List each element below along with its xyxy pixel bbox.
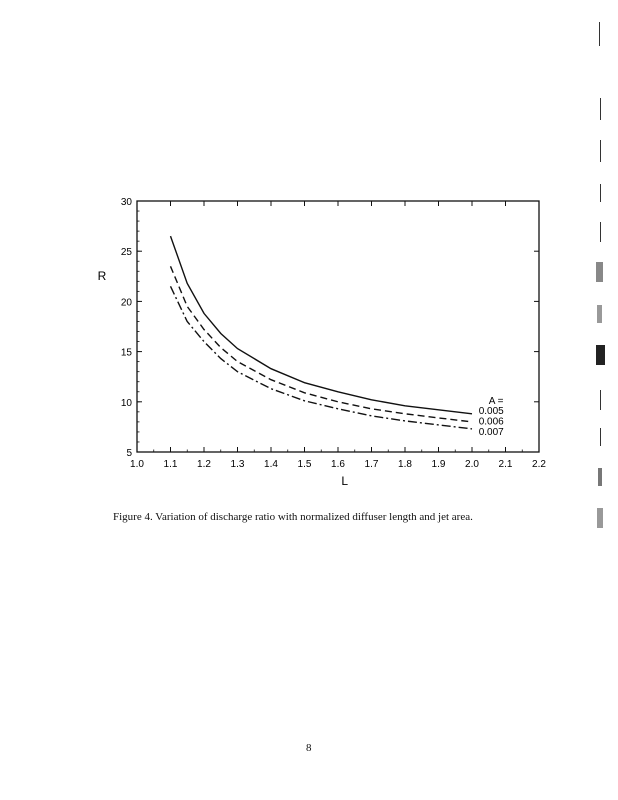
y-tick-label: 15: [120, 347, 132, 359]
series-line-0.006: [171, 266, 473, 422]
scan-artifact: [600, 390, 601, 410]
legend-labels: [479, 406, 504, 438]
scan-artifact: [600, 222, 601, 242]
x-tick-label: 1.5: [297, 459, 312, 470]
x-tick-label: 2.1: [498, 459, 513, 470]
legend-title: A =: [488, 396, 504, 407]
scan-artifact: [596, 262, 603, 282]
y-axis-label: R: [97, 269, 107, 283]
legend-label: 0.006: [478, 416, 504, 428]
x-tick-label: 1.9: [431, 459, 446, 470]
scan-artifact: [597, 508, 603, 528]
y-tick-label: 25: [120, 247, 132, 259]
series-line-0.005: [171, 236, 473, 414]
scan-artifact: [600, 140, 601, 162]
y-tick-label: 10: [120, 397, 132, 409]
x-tick-label: 2.2: [532, 459, 546, 470]
x-tick-label: 1.2: [197, 459, 211, 470]
y-tick-labels: [121, 197, 133, 459]
scan-artifact: [597, 305, 602, 323]
scan-artifact: [600, 184, 601, 202]
x-tick-label: 1.4: [264, 459, 278, 470]
figure-caption: Figure 4. Variation of discharge ratio with normalized diffuser length and jet area.: [113, 511, 473, 523]
y-tick-label: 5: [126, 448, 132, 459]
x-tick-labels: [130, 459, 546, 470]
x-tick-label: 2.0: [465, 459, 479, 470]
scan-artifact: [600, 98, 601, 120]
y-tick-label: 30: [120, 197, 132, 208]
y-tick-label: 20: [120, 297, 132, 309]
x-tick-label: 1.1: [163, 459, 178, 470]
scan-artifact: [599, 22, 600, 46]
scan-artifact: [596, 345, 605, 365]
x-tick-label: 1.8: [398, 459, 412, 470]
x-axis-label: L: [341, 474, 349, 488]
series-line-0.007: [171, 286, 473, 429]
page-number: 8: [306, 742, 312, 754]
x-tick-label: 1.3: [230, 459, 245, 470]
legend-label: 0.005: [478, 406, 504, 417]
scan-artifact: [600, 428, 601, 446]
scan-artifact: [598, 468, 602, 486]
legend-label: 0.007: [478, 427, 504, 438]
series-lines: [171, 236, 473, 429]
x-tick-label: 1.7: [364, 459, 379, 470]
x-tick-label: 1.0: [130, 459, 144, 470]
x-tick-label: 1.6: [331, 459, 345, 470]
